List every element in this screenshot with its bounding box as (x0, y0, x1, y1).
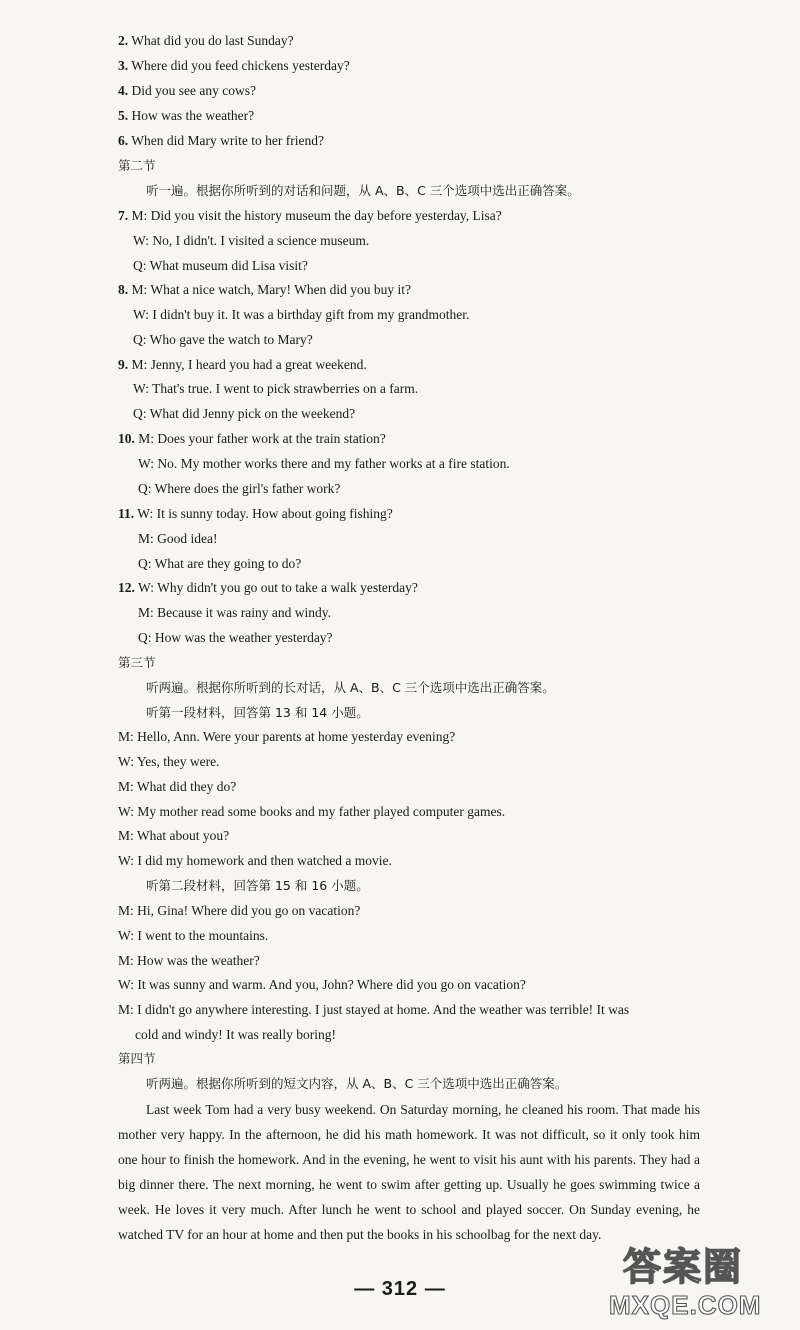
material-2-line: W: I went to the mountains. (118, 928, 269, 943)
passage: Last week Tom had a very busy weekend. On Saturday morning, he cleaned his room. That made his mother very happy. In the afternoon, he did his math homework. It was not difficult, so it only took him one hour to finish the homework. And in the evening, he went to visit his aunt with his parents. They had a big dinner there. The next morning, he went to swim after getting up. Usually he goes swimming twice a week. He loves it very much. After lunch he went to school and played soccer. On Sunday evening, he watched TV for an hour at home and then put the books in his schoolbag for the next day. (118, 1102, 700, 1242)
question-8-w: W: I didn't buy it. It was a birthday gift from my grandmother. (133, 307, 470, 322)
watermark-top-text: 答案圈 (623, 1245, 744, 1289)
page-number: — 312 — (354, 1278, 446, 1300)
material-2-line: M: I didn't go anywhere interesting. I just stayed at home. And the weather was terrible! It was (118, 1002, 630, 1017)
material-2-line: M: Hi, Gina! Where did you go on vacation? (118, 903, 361, 918)
question-11-m: 11. W: It is sunny today. How about going fishing? (118, 506, 393, 521)
question-9-m: 9. M: Jenny, I heard you had a great weekend. (118, 357, 367, 372)
question-2: 2. What did you do last Sunday? (118, 33, 294, 48)
material-1-line: W: Yes, they were. (118, 754, 220, 769)
question-7-w: W: No, I didn't. I visited a science museum. (133, 233, 370, 248)
question-8-m: 8. M: What a nice watch, Mary! When did you buy it? (118, 282, 412, 297)
section-2-heading: 第二节 (118, 158, 156, 173)
question-9-q: Q: What did Jenny pick on the weekend? (133, 406, 356, 421)
question-9-w: W: That's true. I went to pick strawberries on a farm. (133, 381, 419, 396)
material-1-line: M: What did they do? (118, 779, 237, 794)
question-7-m: 7. M: Did you visit the history museum the day before yesterday, Lisa? (118, 208, 502, 223)
question-6: 6. When did Mary write to her friend? (118, 133, 324, 148)
material-2-line: M: How was the weather? (118, 953, 260, 968)
material-2-label: 听第二段材料，回答第 15 和 16 小题。 (146, 878, 369, 893)
question-10-q: Q: Where does the girl's father work? (138, 481, 341, 496)
section-4-heading: 第四节 (118, 1051, 156, 1066)
section-4-instruction: 听两遍。根据你所听到的短文内容，从 A、B、C 三个选项中选出正确答案。 (146, 1076, 568, 1091)
material-1-line: W: My mother read some books and my father played computer games. (118, 804, 506, 819)
question-3: 3. Where did you feed chickens yesterday? (118, 58, 350, 73)
question-10-m: 10. M: Does your father work at the train station? (118, 431, 386, 446)
question-5: 5. How was the weather? (118, 108, 255, 123)
section-3-instruction: 听两遍。根据你所听到的长对话，从 A、B、C 三个选项中选出正确答案。 (146, 680, 555, 695)
question-7-q: Q: What museum did Lisa visit? (133, 258, 308, 273)
question-8-q: Q: Who gave the watch to Mary? (133, 332, 313, 347)
question-11-w: M: Good idea! (138, 531, 218, 546)
section-2-instruction: 听一遍。根据你所听到的对话和问题，从 A、B、C 三个选项中选出正确答案。 (146, 183, 580, 198)
material-1-line: M: Hello, Ann. Were your parents at home yesterday evening? (118, 729, 456, 744)
question-12-m: 12. W: Why didn't you go out to take a walk yesterday? (118, 580, 418, 595)
material-1-line: M: What about you? (118, 828, 230, 843)
watermark-bottom-text: MXQE.COM (609, 1290, 762, 1320)
watermark-logo (605, 1232, 795, 1324)
material-2-line: W: It was sunny and warm. And you, John? Where did you go on vacation? (118, 977, 526, 992)
material-2-line: cold and windy! It was really boring! (135, 1027, 336, 1042)
question-10-w: W: No. My mother works there and my father works at a fire station. (138, 456, 510, 471)
material-1-label: 听第一段材料，回答第 13 和 14 小题。 (146, 705, 369, 720)
question-12-q: Q: How was the weather yesterday? (138, 630, 333, 645)
question-12-w: M: Because it was rainy and windy. (138, 605, 331, 620)
question-4: 4. Did you see any cows? (118, 83, 256, 98)
question-11-q: Q: What are they going to do? (138, 556, 302, 571)
section-3-heading: 第三节 (118, 655, 156, 670)
material-1-line: W: I did my homework and then watched a movie. (118, 853, 392, 868)
